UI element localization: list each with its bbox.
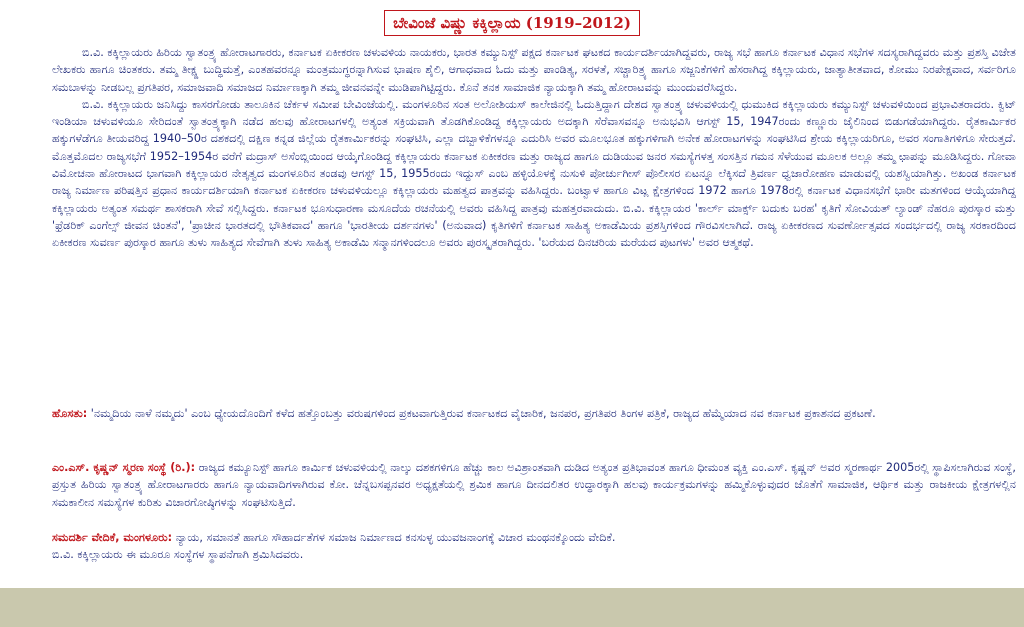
closing-section <box>52 546 1016 563</box>
samadarshi-text: ನ್ಯಾಯ, ಸಮಾನತೆ ಹಾಗೂ ಸೌಹಾರ್ದತೆಗಳ ಸಮಾಜ ನಿರ್ಮಾಣದ ಕನಸುಳ್ಳ ಯುವಜನಾಂಗಕ್ಕೆ ವಿಚಾರ ಮಂಥನಕ್ಕೊಂದು ವೇದಿಕೆ. <box>172 531 616 544</box>
hosatu-label: ಹೊಸತು: <box>52 407 88 420</box>
samadarshi-paragraph <box>52 529 1016 546</box>
hosatu-text: 'ನಮ್ಮದಿಯ ನಾಳೆ ನಮ್ಮದು' ಎಂಬ ಧ್ಯೇಯದೊಂದಿಗೆ ಕಳೆದ ಹತ್ತೊಂಬತ್ತು ವರುಷಗಳಿಂದ ಪ್ರಕಟವಾಗುತ್ತಿರುವ ಕರ್ನಾಟಕದ ವೈಚಾರಿಕ, ಜನಪರ, ಪ್ರಗತಿಪರ ತಿಂಗಳ ಪತ್ರಿಕೆ, ರಾಜ್ಯದ ಹೆಮ್ಮೆಯಾದ ನವ ಕರ್ನಾಟಕ ಪ್ರಕಾಶನದ ಪ್ರಕಟಣೆ. <box>87 407 876 420</box>
footer-band <box>0 588 1024 627</box>
ems-text: ರಾಜ್ಯದ ಕಮ್ಯೂನಿಸ್ಟ್ ಹಾಗೂ ಕಾರ್ಮಿಕ ಚಳುವಳಿಯಲ್ಲಿ ನಾಲ್ಕು ದಶಕಗಳಿಗೂ ಹೆಚ್ಚು ಕಾಲ ಅವಿಶ್ರಾಂತವಾಗಿ ದುಡಿದ ಅತ್ಯಂತ ಪ್ರತಿಭಾವಂತ ಹಾಗೂ ಧೀಮಂತ ವ್ಯಕ್ತಿ ಎಂ.ಎಸ್. ಕೃಷ್ಣನ್ ಅವರ ಸ್ಮರಣಾರ್ಥ 2005ರಲ್ಲಿ ಸ್ಥಾಪಿಸಲಾಗಿರುವ ಸಂಸ್ಥೆ, ಪ್ರಸ್ತುತ ಹಿರಿಯ ಸ್ವಾತಂತ್ರ್ಯ ಹೋರಾಟಗಾರರು ಹಾಗೂ ನ್ಯಾಯವಾದಿಗಳಾಗಿರುವ ಕೋ. ಚೆನ್ನಬಸಪ್ಪನವರ ಅಧ್ಯಕ್ಷತೆಯಲ್ಲಿ ಶ್ರಮಿಕ ಹಾಗೂ ದೀನದಲಿತರ ಉದ್ಧಾರಕ್ಕಾಗಿ ಹಲವು ಕಾರ್ಯಕ್ರಮಗಳನ್ನು ಹಮ್ಮಿಕೊಳ್ಳುವುದರ ಜೊತೆಗೆ ಸಾಮಾಜಿಕ, ಆರ್ಥಿಕ ಮತ್ತು ರಾಜಕೀಯ ಕ್ಷೇತ್ರಗಳಲ್ಲಿನ ಸಮಕಾಲೀನ ಸಮಸ್ಯೆಗಳ ಕುರಿತು ವಿಚಾರಗೋಷ್ಠಿಗಳನ್ನು ಸಂಘಟಿಸುತ್ತಿದೆ. <box>52 461 1016 509</box>
ems-paragraph <box>52 459 1016 511</box>
ems-label: ಎಂ.ಎಸ್. ಕೃಷ್ಣನ್ ಸ್ಮರಣ ಸಂಸ್ಥೆ (ರಿ.): <box>52 461 196 474</box>
closing-text: ಬಿ.ವಿ. ಕಕ್ಕಿಲ್ಲಾಯರು ಈ ಮೂರೂ ಸಂಸ್ಥೆಗಳ ಸ್ಥಾಪನೆಗಾಗಿ ಶ್ರಮಿಸಿದವರು. <box>52 548 304 561</box>
hosatu-section <box>52 405 1016 422</box>
biography-body <box>52 44 1016 252</box>
title-area <box>0 8 1024 36</box>
samadarshi-section <box>52 529 1016 546</box>
hosatu-paragraph <box>52 405 1016 422</box>
ems-section <box>52 459 1016 511</box>
samadarshi-label: ಸಮದರ್ಶಿ ವೇದಿಕೆ, ಮಂಗಳೂರು: <box>52 531 173 544</box>
page-title: ಬೇವಿಂಜೆ ವಿಷ್ಣು ಕಕ್ಕಿಲ್ಲಾಯ (1919–2012) <box>384 10 640 36</box>
biography-paragraph-1: ಬಿ.ವಿ. ಕಕ್ಕಿಲ್ಲಾಯರು ಹಿರಿಯ ಸ್ವಾತಂತ್ರ್ಯ ಹೋರಾಟಗಾರರು, ಕರ್ನಾಟಕ ಏಕೀಕರಣ ಚಳುವಳಿಯ ನಾಯಕರು, ಭಾರತ ಕಮ್ಯುನಿಸ್ಟ್ ಪಕ್ಷದ ಕರ್ನಾಟಕ ಘಟಕದ ಕಾರ್ಯದರ್ಶಿಯಾಗಿದ್ದವರು, ರಾಜ್ಯ ಸಭೆ ಹಾಗೂ ಕರ್ನಾಟಕ ವಿಧಾನ ಸಭೆಗಳ ಸದಸ್ಯರಾಗಿದ್ದವರು ಮತ್ತು ಪ್ರಶಸ್ತಿ ವಿಜೇತ ಲೇಖಕರು ಹಾಗೂ ಚಿಂತಕರು. ತಮ್ಮ ತೀಕ್ಷ್ಣ ಬುದ್ಧಿಮತ್ತೆ, ಎಂತಹವರನ್ನೂ ಮಂತ್ರಮುಗ್ಧರನ್ನಾಗಿಸುವ ಭಾಷಣ ಶೈಲಿ, ಆಗಾಧವಾದ ಓದು ಮತ್ತು ಪಾಂಡಿತ್ಯ, ಸರಳತೆ, ಸಚ್ಚಾರಿತ್ರ್ಯ ಹಾಗೂ ಸಜ್ಜನಿಕೆಗಳಿಗೆ ಹೆಸರಾಗಿದ್ದ ಕಕ್ಕಿಲ್ಲಾಯರು, ಜಾತ್ಯಾತೀತವಾದ, ಕೋಮು ನಿರಪೇಕ್ಷವಾದ, ಸರ್ವರಿಗೂ ಸಮಬಾಳನ್ನು ನೀಡಬಲ್ಲ ಪ್ರಗತಿಪರ, ಸಮಾಜವಾದಿ ಸಮಾಜದ ನಿರ್ಮಾಣಕ್ಕಾಗಿ ತಮ್ಮ ಜೀವನವನ್ನೇ ಮುಡಿಪಾಗಿಟ್ಟಿದ್ದರು. ಕೊನೆ ತನಕ ಸಾಮಾಜಿಕ ನ್ಯಾಯಕ್ಕಾಗಿ ತಮ್ಮ ಹೋರಾಟವನ್ನು ಮುಂದುವರೆಸಿದ್ದರು. <box>52 46 1016 94</box>
biography-paragraph-2: ಬಿ.ವಿ. ಕಕ್ಕಿಲ್ಲಾಯರು ಜನಿಸಿದ್ದು ಕಾಸರಗೋಡು ತಾಲೂಕಿನ ಚೆರ್ಕಳ ಸಮೀಪ ಬೇವಿಂಜೆಯಲ್ಲಿ. ಮಂಗಳೂರಿನ ಸಂತ ಅಲೋಶಿಯಸ್ ಕಾಲೇಜಿನಲ್ಲಿ ಓದುತ್ತಿದ್ದಾಗ ದೇಶದ ಸ್ವಾತಂತ್ರ್ಯ ಚಳುವಳಿಯಲ್ಲಿ ಧುಮುಕಿದ ಕಕ್ಕಿಲ್ಲಾಯರು ಕಮ್ಯುನಿಸ್ಟ್ ಚಳುವಳಿಯಿಂದ ಪ್ರಭಾವಿತರಾದರು. ಕ್ವಿಟ್ ಇಂಡಿಯಾ ಚಳುವಳಿಯೂ ಸೇರಿದಂತೆ ಸ್ವಾತಂತ್ರ್ಯಕ್ಕಾಗಿ ನಡೆದ ಹಲವು ಹೋರಾಟಗಳಲ್ಲಿ ಅತ್ಯಂತ ಸಕ್ರಿಯವಾಗಿ ತೊಡಗಿಕೊಂಡಿದ್ದ ಕಕ್ಕಿಲ್ಲಾಯರು ಅದಕ್ಕಾಗಿ ಸೆರೆವಾಸವನ್ನೂ ಅನುಭವಿಸಿ ಆಗಸ್ಟ್ 15, 1947ರಂದು ಕಣ್ಣೂರು ಜೈಲಿನಿಂದ ಬಿಡುಗಡೆಯಾಗಿದ್ದರು. ರೈತಕಾರ್ಮಿಕರ ಹಕ್ಕುಗಳೆಡೆಗೂ ತೀಯವರಿದ್ದ 1940–50ರ ದಶಕದಲ್ಲಿ ದಕ್ಷಿಣ ಕನ್ನಡ ಜಿಲ್ಲೆಯ ರೈತಕಾರ್ಮಿಕರನ್ನು ಸಂಘಟಿಸಿ, ಎಲ್ಲಾ ದಬ್ಬಾಳಿಕೆಗಳನ್ನೂ ಎದುರಿಸಿ ಅವರ ಮೂಲಭೂತ ಹಕ್ಕುಗಳಿಗಾಗಿ ಅನೇಕ ಹೋರಾಟಗಳನ್ನು ಸಂಘಟಿಸಿದ ಶ್ರೇಯ ಕಕ್ಕಿಲ್ಲಾಯರಿಗೂ, ಅವರ ಸಂಗಾತಿಗಳಿಗೂ ಸೇರುತ್ತದೆ. ಮೊತ್ತಮೊದಲ ರಾಜ್ಯಸಭೆಗೆ 1952–1954ರ ವರೆಗೆ ಮದ್ರಾಸ್ ಅಸೆಂಬ್ಲಿಯಿಂದ ಆಯ್ಕೆಗೊಂಡಿದ್ದ ಕಕ್ಕಿಲ್ಲಾಯರು ಕರ್ನಾಟಕ ಏಕೀಕರಣ ಮತ್ತು ರಾಜ್ಯದ ಹಾಗೂ ದುಡಿಯುವ ಜನರ ಸಮಸ್ಯೆಗಳತ್ತ ಸಂಸತ್ತಿನ ಗಮನ ಸೆಳೆಯುವ ಮೂಲಕ ಅಲ್ಲೂ ತಮ್ಮ ಛಾಪನ್ನು ಮೂಡಿಸಿದ್ದರು. ಗೋವಾ ವಿಮೋಚನಾ ಹೋರಾಟದ ಭಾಗವಾಗಿ ಕಕ್ಕಿಲ್ಲಾಯರ ನೇತೃತ್ವದ ಮಂಗಳೂರಿನ ತಂಡವು ಆಗಸ್ಟ್ 15, 1955ರಂದು ಇದ್ದುಸ್ ಎಂಬ ಹಳ್ಳಿಯೊಳಕ್ಕೆ ನುಸುಳಿ ಪೋರ್ಚುಗೀಸ್ ಪೊಲೀಸರ ಏಟನ್ನೂ ಲೆಕ್ಕಿಸದೆ ತ್ರಿವರ್ಣ ಧ್ವಜಾರೋಹಣ ಮಾಡುವಲ್ಲಿ ಯಶಸ್ವಿಯಾಗಿತ್ತು. ಅಖಂಡ ಕರ್ನಾಟಕ ರಾಜ್ಯ ನಿರ್ಮಾಣ ಪರಿಷತ್ತಿನ ಪ್ರಧಾನ ಕಾರ್ಯದರ್ಶಿಯಾಗಿ ಕರ್ನಾಟಕ ಏಕೀಕರಣ ಚಳುವಳಿಯಲ್ಲೂ ಕಕ್ಕಿಲ್ಲಾಯರು ಮಹತ್ವದ ಪಾತ್ರವನ್ನು ವಹಿಸಿದ್ದರು. ಬಂಟ್ವಾಳ ಹಾಗೂ ವಿಟ್ಲ ಕ್ಷೇತ್ರಗಳಿಂದ 1972 ಹಾಗೂ 1978ರಲ್ಲಿ ಕರ್ನಾಟಕ ವಿಧಾನಸಭೆಗೆ ಭಾರೀ ಮತಗಳಿಂದ ಆಯ್ಕೆಯಾಗಿದ್ದ ಕಕ್ಕಿಲ್ಲಾಯರು ಅತ್ಯಂತ ಸಮರ್ಥ ಶಾಸಕರಾಗಿ ಸೇವೆ ಸಲ್ಲಿಸಿದ್ದರು. ಕರ್ನಾಟಕ ಭೂಸುಧಾರಣಾ ಮಸೂದೆಯ ರಚನೆಯಲ್ಲಿ ಅವರು ವಹಿಸಿದ್ದ ಪಾತ್ರವು ಮಹತ್ತರವಾದುದು. ಬಿ.ವಿ. ಕಕ್ಕಿಲ್ಲಾಯರ 'ಕಾರ್ಲ್ ಮಾರ್ಕ್ಸ್ ಬದುಕು ಬರಹ' ಕೃತಿಗೆ ಸೋವಿಯತ್ ಲ್ಯಾಂಡ್ ನೆಹರೂ ಪುರಸ್ಕಾರ ಮತ್ತು 'ಫ್ರೆಡರಿಕ್ ಎಂಗೆಲ್ಸ್ ಜೀವನ ಚಿಂತನೆ', 'ಪ್ರಾಚೀನ ಭಾರತದಲ್ಲಿ ಭೌತಿಕವಾದ' ಹಾಗೂ 'ಭಾರತೀಯ ದರ್ಶನಗಳು' (ಅನುವಾದ) ಕೃತಿಗಳಿಗೆ ಕರ್ನಾಟಕ ಸಾಹಿತ್ಯ ಅಕಾಡೆಮಿಯ ಪ್ರಶಸ್ತಿಗಳಿಂದ ಗೌರವಿಸಲಾಗಿದೆ. ರಾಜ್ಯ ಏಕೀಕರಣದ ಸುವರ್ಣೋತ್ಸವದ ಸಂದರ್ಭದಲ್ಲಿ ರಾಜ್ಯ ಸರಕಾರದಿಂದ ಏಕೀಕರಣ ಸುವರ್ಣ ಪುರಸ್ಕಾರ ಹಾಗೂ ತುಳು ಸಾಹಿತ್ಯದ ಸೇವೆಗಾಗಿ ತುಳು ಸಾಹಿತ್ಯ ಅಕಾಡೆಮಿ ಸನ್ಮಾನಗಳಿಂದಲೂ ಅವರು ಪುರಸ್ಕೃತರಾಗಿದ್ದರು. 'ಬರೆಯದ ದಿನಚರಿಯ ಮರೆಯದ ಪುಟಗಳು' ಅವರ ಆತ್ಮಕಥೆ. <box>52 97 1016 250</box>
